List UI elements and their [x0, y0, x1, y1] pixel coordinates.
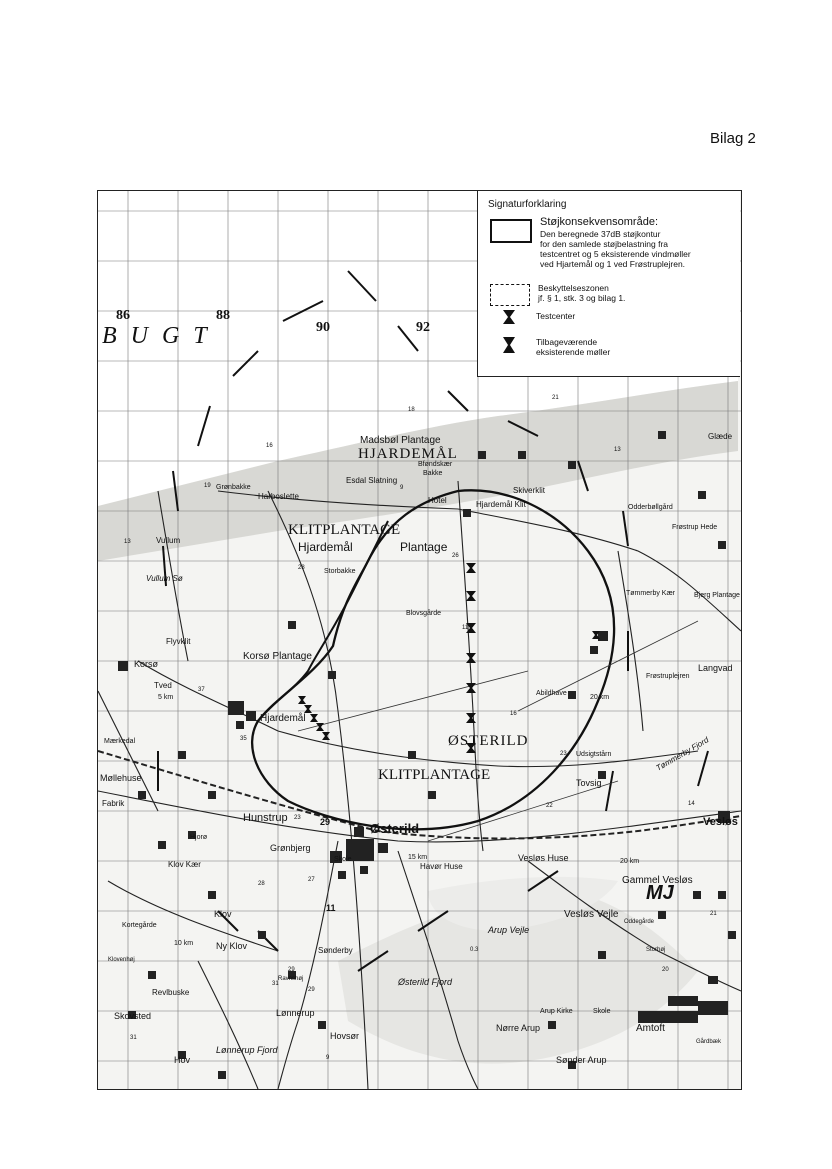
- place-label: Tovsig: [576, 778, 602, 788]
- road-number: 14: [688, 801, 695, 807]
- road-number: 35: [240, 736, 247, 742]
- place-label: Skovsted: [114, 1011, 152, 1021]
- existing-turbine: [316, 723, 324, 731]
- place-label: Frøstrup Hede: [672, 524, 718, 531]
- distance-label: 10 km: [174, 940, 194, 947]
- place-label: Lønnerup Fjord: [216, 1045, 278, 1055]
- place-label: Storhøj: [646, 947, 666, 953]
- place-label: Amtoft: [636, 1023, 665, 1034]
- place-label: Tømmerby Fjord: [654, 735, 711, 773]
- place-label: Vullum: [156, 536, 181, 545]
- place-label: Hovsør: [330, 1031, 359, 1041]
- place-label: Hotel: [428, 496, 447, 505]
- place-label: Hjardemål: [260, 713, 306, 724]
- road-number: 37: [198, 687, 205, 693]
- road-number: 31: [272, 981, 279, 987]
- road-number: 22: [546, 803, 553, 809]
- road-number: 11: [326, 903, 336, 913]
- dashed-outline-symbol: [490, 284, 530, 306]
- place-label: Skiverklit: [513, 486, 546, 495]
- place-label: Abildhave: [536, 690, 567, 697]
- noise-area-line: testcentret og 5 eksisterende vindmøller: [540, 249, 691, 259]
- place-label: Østerild Fjord: [398, 977, 453, 987]
- place-label: Gammel Vesløs: [622, 875, 693, 886]
- road-number: 13: [614, 447, 621, 453]
- place-label: Storbakke: [324, 568, 356, 575]
- place-label: Gårdbæk: [696, 1039, 722, 1045]
- road-number: 18: [408, 407, 415, 413]
- road-number: 19: [204, 483, 211, 489]
- road-number: 31: [130, 1035, 137, 1041]
- road-number: 21: [552, 395, 559, 401]
- test-center-label: Testcenter: [536, 311, 576, 321]
- place-label: Oddegårde: [624, 919, 655, 925]
- place-label: Frøstruplejren: [646, 673, 690, 680]
- test-turbine: [466, 563, 476, 573]
- label-klitplantage-south: KLITPLANTAGE: [378, 767, 491, 783]
- legend-test-center: [488, 310, 730, 327]
- place-label: Vullum Sø: [146, 574, 183, 583]
- place-label: Harboslette: [258, 492, 299, 501]
- grid-number: 90: [316, 320, 330, 335]
- page-label: Bilag 2: [710, 130, 756, 147]
- place-label: Langvad: [698, 663, 733, 673]
- place-label: Møllehuse: [100, 773, 142, 783]
- test-turbine: [466, 713, 476, 723]
- legend-noise-area: [488, 216, 730, 269]
- grid-number: 86: [116, 308, 130, 323]
- road-number: 13: [124, 539, 131, 545]
- road-number: 9: [326, 1055, 330, 1061]
- test-center-turbines: [466, 563, 476, 753]
- place-label: Bakke: [423, 470, 443, 477]
- place-label: Havør Huse: [420, 862, 463, 871]
- place-label: Fabrik: [102, 799, 125, 808]
- existing-turbines: [298, 631, 600, 740]
- place-label: Tømmerby Kær: [626, 590, 675, 597]
- grid-number: 92: [416, 320, 430, 335]
- road-number: 23: [560, 751, 567, 757]
- place-label: Mærkedal: [104, 738, 136, 745]
- label-hjardemal: HJARDEMÅL: [358, 446, 458, 462]
- solid-outline-symbol: [490, 219, 532, 243]
- noise-area-line: Den beregnede 37dB støjkontur: [540, 229, 661, 239]
- place-label: Udsigtstårn: [576, 751, 612, 758]
- place-label: Bjerg Plantage: [694, 592, 740, 599]
- noise-area-heading: Støjkonsekvensområde:: [540, 216, 658, 228]
- road-number: 0.3: [470, 947, 479, 953]
- place-label: Skole: [334, 856, 352, 863]
- distance-lines: [298, 621, 698, 841]
- place-label: Klov Kær: [168, 860, 201, 869]
- road-number: 29: [308, 987, 315, 993]
- distance-label: 20 km: [620, 858, 640, 865]
- test-turbine: [466, 591, 476, 601]
- place-label: Vesløs Vejle: [564, 909, 619, 920]
- noise-area-line: for den samlede støjbelastning fra: [540, 239, 669, 249]
- place-label: Lønnerup: [276, 1008, 315, 1018]
- test-turbine: [466, 683, 476, 693]
- place-label: Klov: [214, 909, 232, 919]
- legend-title: Signaturforklaring: [488, 199, 567, 210]
- existing-turbine: [322, 732, 330, 740]
- road-number: 23: [294, 815, 301, 821]
- road-number: 11: [462, 625, 469, 631]
- place-label: Hunstrup: [243, 812, 288, 824]
- place-label: Glæde: [708, 432, 733, 441]
- road-number: 16: [266, 443, 273, 449]
- road-number: 26: [452, 553, 459, 559]
- road-number: 28: [298, 565, 305, 571]
- road-number: 27: [308, 877, 315, 883]
- place-label: Revlbuske: [152, 988, 190, 997]
- existing-turbines-line: Tilbageværende: [536, 337, 598, 347]
- place-label: Sønder Arup: [556, 1055, 607, 1065]
- place-label: Madsbøl Plantage: [360, 435, 441, 446]
- place-label: Odderbøllgård: [628, 504, 673, 511]
- place-label: Plantage: [400, 540, 448, 554]
- road-number: 29: [320, 817, 331, 827]
- place-label: Grønbakke: [216, 484, 251, 491]
- road-number: 16: [510, 711, 517, 717]
- distance-label: 20 km: [590, 694, 610, 701]
- protection-zone-line: jf. § 1, stk. 3 og bilag 1.: [538, 293, 626, 303]
- place-label: Bføndskær: [418, 461, 453, 468]
- place-label: Klovenhøj: [108, 957, 135, 963]
- place-label: Grønbjerg: [270, 843, 311, 853]
- place-label: Korsø Plantage: [243, 651, 312, 662]
- road-number: 28: [258, 881, 265, 887]
- existing-turbine: [304, 705, 312, 713]
- place-label: Blovsgårde: [406, 610, 442, 617]
- place-label: Østerild: [370, 821, 420, 836]
- map-legend: [477, 191, 740, 377]
- existing-turbine: [298, 696, 306, 704]
- noise-area-line: ved Hjartemål og 1 ved Frøstruplejren.: [540, 259, 686, 269]
- test-turbine: [466, 653, 476, 663]
- place-label: Hov: [174, 1055, 191, 1065]
- place-label: Vesløs Huse: [518, 853, 569, 863]
- place-label: Tved: [154, 681, 172, 690]
- place-label: Arup Vejle: [488, 925, 530, 935]
- existing-turbine-icon: [490, 337, 528, 356]
- place-label: Flyvklit: [166, 637, 191, 646]
- place-label: Arup Kirke: [540, 1008, 573, 1015]
- label-bugt: BUGT: [102, 323, 221, 349]
- place-label: Kortegårde: [122, 922, 157, 929]
- place-label: Vesløs: [703, 816, 738, 828]
- legend-existing-turbines: [488, 337, 730, 357]
- grid-number: 88: [216, 308, 230, 323]
- road-number: 21: [710, 911, 717, 917]
- road-number: 9: [400, 485, 404, 491]
- place-label: Nørre Arup: [496, 1023, 541, 1033]
- label-mj: MJ: [646, 882, 674, 904]
- label-klitplantage-north: KLITPLANTAGE: [288, 522, 401, 538]
- place-label: Korsø: [134, 659, 159, 669]
- existing-turbine: [310, 714, 318, 722]
- place-label: Hjardemål Klit: [476, 500, 526, 509]
- protection-zone-line: Beskyttelseszonen: [538, 283, 609, 293]
- place-label: Ravnshøj: [278, 976, 304, 982]
- label-osterild-region: ØSTERILD: [448, 733, 529, 749]
- place-label: Hjorø: [190, 834, 208, 841]
- place-label: Skole: [593, 1008, 611, 1015]
- road-number: 29: [288, 967, 295, 973]
- place-label: Hjardemål: [298, 540, 353, 554]
- distance-label: 5 km: [158, 694, 174, 701]
- place-label: Sønderby: [318, 946, 353, 955]
- place-label: Ny Klov: [216, 941, 248, 951]
- legend-protection-zone: [488, 281, 730, 306]
- place-label: Esdal Slatning: [346, 476, 398, 485]
- existing-turbines-line: eksisterende møller: [536, 347, 611, 357]
- distance-label: 15 km: [408, 854, 428, 861]
- road-number: 20: [662, 967, 669, 973]
- test-turbine-icon: [490, 310, 528, 327]
- railway: [98, 751, 741, 839]
